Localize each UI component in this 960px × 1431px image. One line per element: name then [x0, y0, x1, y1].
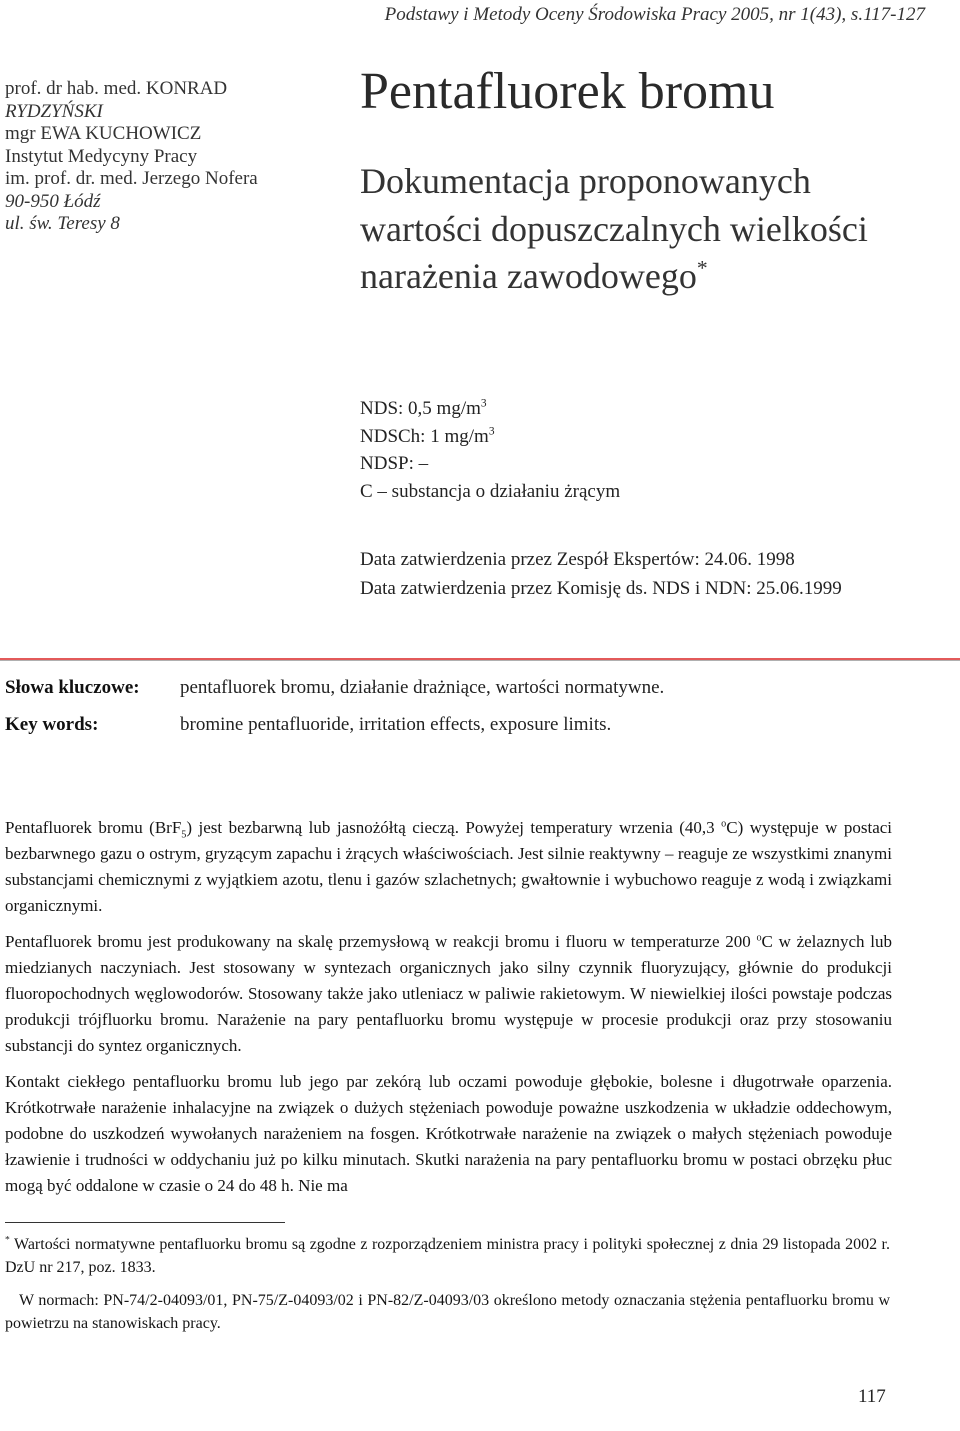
exposure-limits	[360, 395, 620, 505]
footnote-1-marker: *	[5, 1234, 10, 1246]
p1-part-c: C) występuje w postaci bezbarwnego gazu o ostrym, gryzącym zapachu i żrących właściwościach. Jest silnie reaktywny – reaguje ze wszystkimi znanymi substancjami chemicznymi z wyjątkiem azotu, tlenu i gazów szlachetnych; gwałtownie i wybuchowo reaguje z wodą i związkami organicznymi.	[5, 818, 893, 915]
ndsp-value: NDSP: –	[360, 453, 429, 474]
paragraph-2	[5, 929, 892, 1059]
p2-degree: o	[756, 932, 762, 944]
body-text	[5, 815, 892, 1209]
corrosive-note: C – substancja o działaniu żrącym	[360, 480, 621, 502]
paragraph-1	[5, 815, 892, 919]
keywords-pl-text: pentafluorek bromu, działanie drażniące, wartości normatywne.	[180, 677, 665, 698]
subtitle-line-2: wartości dopuszczalnych wielkości	[360, 208, 868, 249]
footnote-2: W normach: PN-74/2-04093/01, PN-75/Z-04093/02 i PN-82/Z-04093/03 określono metody oznaczania stężenia pentafluorku bromu w powietrzu na stanowiskach pracy.	[5, 1292, 890, 1332]
keywords-en-label: Key words:	[5, 714, 99, 735]
subtitle-line-3	[360, 253, 868, 301]
section-divider-shadow	[0, 660, 960, 661]
commission-approval-date: Data zatwierdzenia przez Komisję ds. NDS i NDN: 25.06.1999	[360, 578, 842, 599]
running-header: Podstawy i Metody Oceny Środowiska Pracy 2005, nr 1(43), s.117-127	[384, 4, 925, 25]
ndsch-text: NDSCh: 1 mg/m	[360, 425, 489, 447]
footnote-separator	[5, 1222, 285, 1223]
author-1-line: prof. dr hab. med. KONRAD	[5, 78, 228, 99]
nds-value	[360, 395, 620, 423]
footnote-marker: *	[696, 256, 708, 280]
experts-approval-date: Data zatwierdzenia przez Zespół Ekspertów: 24.06. 1998	[360, 549, 795, 570]
ndsch-exponent: 3	[488, 425, 495, 438]
p1-subscript: 5	[181, 829, 187, 841]
street-address-line: ul. św. Teresy 8	[5, 213, 120, 234]
institution-line: Instytut Medycyny Pracy	[5, 145, 198, 167]
postal-code-line: 90-950 Łódź	[5, 190, 101, 212]
p1-degree: o	[721, 818, 727, 830]
subtitle-line-3-text: narażenia zawodowego	[360, 256, 697, 296]
page-number: 117	[858, 1386, 886, 1407]
footnote-1-text: Wartości normatywne pentafluorku bromu są zgodne z rozporządzeniem ministra pracy i polityki społecznej z dnia 29 listopada 2002 r. DzU nr 217, poz. 1833.	[5, 1236, 890, 1276]
paper-subtitle	[360, 158, 868, 301]
institution-name-line: im. prof. dr. med. Jerzego Nofera	[5, 168, 258, 189]
keywords-en-text: bromine pentafluoride, irritation effects, exposure limits.	[180, 714, 612, 735]
p1-part-b: ) jest bezbarwną lub jasnożółtą cieczą. Powyżej temperatury wrzenia (40,3	[186, 818, 722, 837]
author-2-line: mgr EWA KUCHOWICZ	[5, 123, 202, 144]
nds-text: NDS: 0,5 mg/m	[360, 398, 481, 419]
footnote-1	[5, 1233, 890, 1279]
p2-part-b: C w żelaznych lub miedzianych naczyniach. Jest stosowany w syntezach organicznych jako silny czynnik fluoryzujący, głównie do produkcji fluoropochodnych węglowodorów. Stosowany także jako utleniacz w paliwie rakietowym. W niewielkiej ilości powstaje podczas produkcji trójfluorku bromu. Narażenie na pary pentafluorku bromu występuje w procesie produkcji oraz przy stosowaniu substancji do syntez organicznych.	[5, 932, 892, 1055]
subtitle-line-1: Dokumentacja proponowanych	[360, 161, 811, 201]
paper-title: Pentafluorek bromu	[360, 63, 775, 120]
paragraph-3: Kontakt ciekłego pentafluorku bromu lub jego par zekórą lub oczami powoduje głębokie, bolesne i długotrwałe oparzenia. Krótkotrwałe narażenie inhalacyjne na związek o dużych stężeniach powoduje poważne uszkodzenia w układzie oddechowym, podobne do uszkodzeń wywołanych narażeniem na fosgen. Krótkotrwałe narażenie na związek o małych stężeniach powoduje łzawienie i trudności w oddychaniu już po kilku minutach. Skutki narażenia na pary pentafluorku bromu w postaci obrzęku płuc mogą być oddalone w czasie o 24 do 48 h. Nie ma	[5, 1072, 892, 1195]
footnotes	[5, 1233, 890, 1345]
p2-part-a: Pentafluorek bromu jest produkowany na skalę przemysłową w reakcji bromu i fluoru w temperaturze 200	[5, 932, 757, 951]
keywords-pl-label: Słowa kluczowe:	[5, 677, 140, 698]
approval-dates	[360, 545, 842, 603]
nds-exponent: 3	[480, 397, 487, 410]
p1-part-a: Pentafluorek bromu (BrF	[5, 818, 182, 837]
author-1-surname: RYDZYŃSKI	[5, 100, 103, 122]
author-affiliation-block	[5, 78, 258, 236]
ndsch-value	[360, 423, 620, 451]
